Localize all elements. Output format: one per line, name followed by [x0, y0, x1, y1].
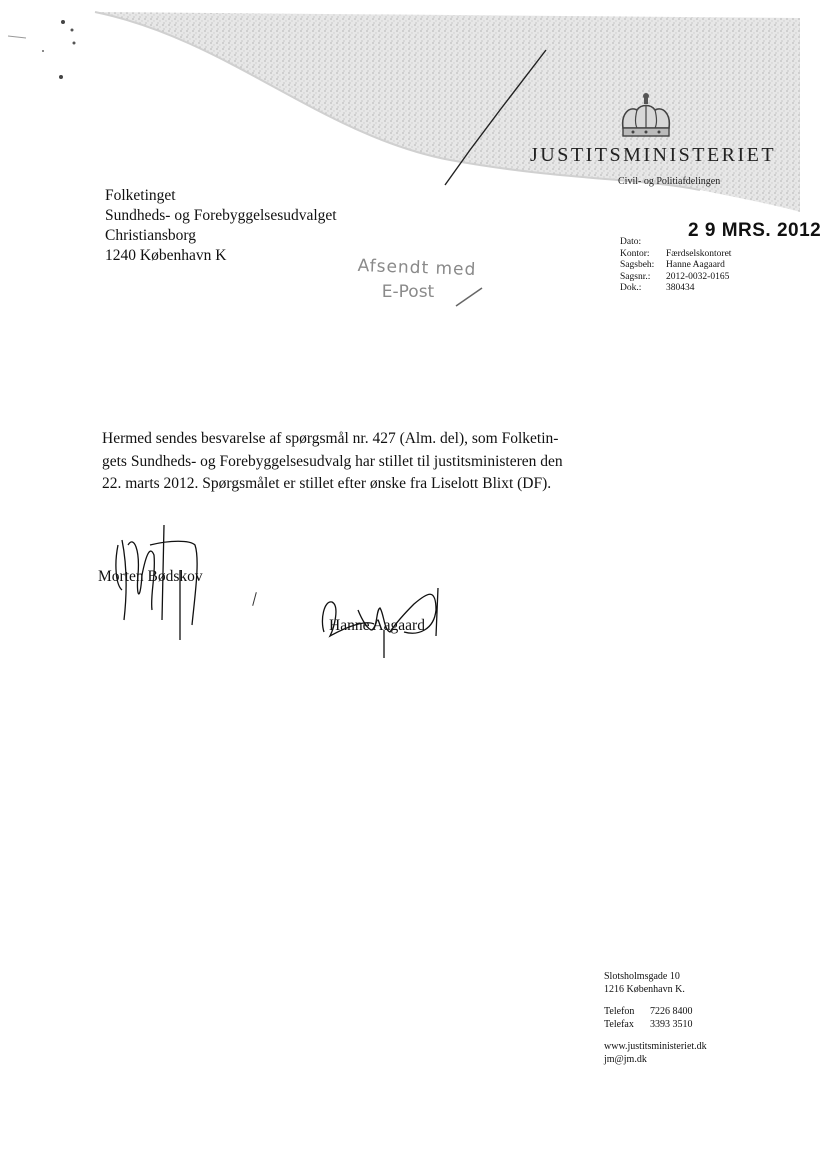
- office-value: Færdselskontoret: [666, 248, 732, 259]
- document-label: Dok.:: [620, 283, 642, 293]
- recipient-address: [105, 186, 337, 266]
- phone-value: 7226 8400: [650, 1006, 693, 1017]
- case-metadata: [620, 220, 822, 295]
- recipient-line: Folketinget: [105, 187, 176, 204]
- meta-case-number-row: [620, 272, 821, 284]
- body-line: gets Sundheds- og Forebyggelsesudvalg har stillet til justitsministeren den: [102, 452, 563, 470]
- stray-mark: [252, 592, 257, 606]
- letter-body: [102, 428, 602, 496]
- sender-city: 1216 København K.: [604, 983, 685, 995]
- body-line: Hermed sendes besvarelse af spørgsmål nr. 427 (Alm. del), som Folketin-: [102, 430, 559, 447]
- meta-office-row: [620, 249, 821, 261]
- date-label: Dato:: [620, 237, 642, 247]
- stamp-line-1: Afsendt med: [357, 255, 477, 281]
- website-link[interactable]: www.justitsministeriet.dk: [604, 1041, 707, 1052]
- recipient-line: 1240 København K: [105, 247, 227, 264]
- phone-label: Telefon: [604, 1006, 635, 1017]
- case-number-label: Sagsnr.:: [620, 271, 651, 282]
- stamp-check-mark: [454, 284, 484, 310]
- signer-1-name: Morten Bødskov: [98, 568, 203, 585]
- phone-row: [604, 1006, 707, 1019]
- signer-2-name: Hanne Aagaard: [329, 617, 425, 634]
- signature-1-handwriting: [100, 515, 210, 645]
- meta-caseworker-row: [620, 260, 821, 272]
- sender-street: Slotsholmsgade 10: [604, 971, 680, 982]
- fax-value: 3393 3510: [650, 1018, 693, 1030]
- email-link[interactable]: jm@jm.dk: [604, 1053, 647, 1065]
- date-stamp: 2 9 MRS. 2012: [688, 220, 822, 241]
- recipient-line: Sundheds- og Forebyggelsesudvalget: [105, 207, 337, 224]
- sender-address: [604, 971, 707, 1066]
- caseworker-label: Sagsbeh:: [620, 260, 655, 270]
- meta-document-row: [620, 283, 821, 295]
- signature-2-handwriting: [318, 580, 448, 660]
- fax-label: Telefax: [604, 1018, 634, 1030]
- case-number-value: 2012-0032-0165: [666, 271, 730, 282]
- ministry-name: JUSTITSMINISTERIET: [530, 144, 777, 166]
- body-line: 22. marts 2012. Spørgsmålet er stillet efter ønske fra Liselott Blixt (DF).: [102, 475, 552, 492]
- department-name: Civil- og Politiafdelingen: [618, 176, 721, 187]
- office-label: Kontor:: [620, 248, 650, 259]
- crown-icon: [617, 92, 675, 142]
- document-value: 380434: [666, 283, 695, 293]
- meta-date-row: [620, 220, 822, 249]
- fax-row: [604, 1019, 707, 1032]
- caseworker-value: Hanne Aagaard: [666, 260, 725, 270]
- recipient-line: Christiansborg: [105, 227, 196, 244]
- stamp-line-2: E-Post: [381, 282, 435, 302]
